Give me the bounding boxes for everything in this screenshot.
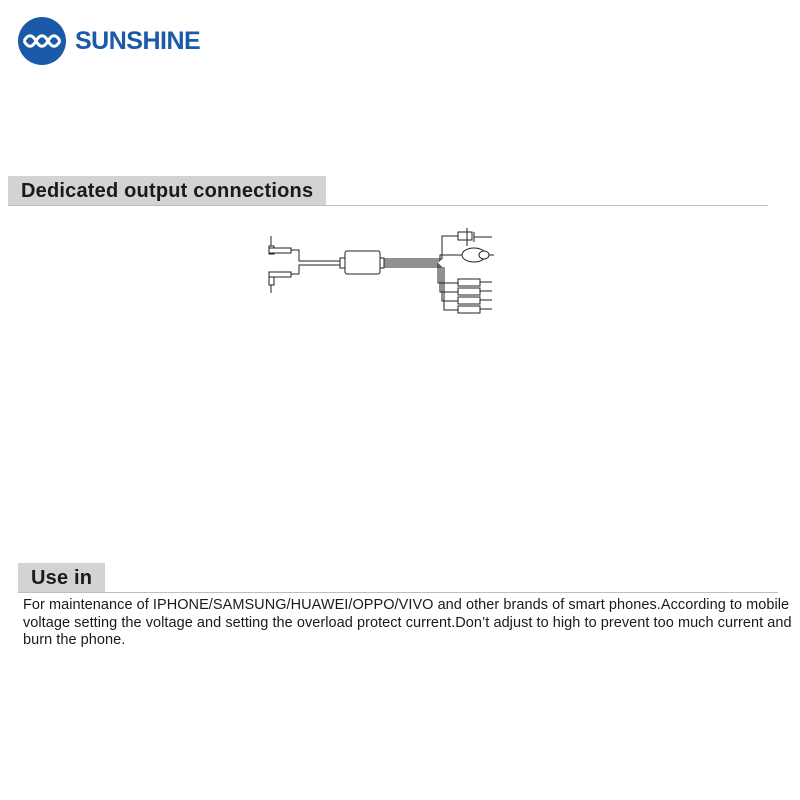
left-connector-top: [269, 236, 342, 261]
section-title: Dedicated output connections: [8, 176, 326, 206]
round-connector: [462, 248, 494, 262]
sunshine-logo-icon: [18, 17, 66, 65]
output-wires: [384, 236, 462, 310]
section-divider: [8, 205, 768, 206]
section-header-output: [8, 176, 768, 206]
section-title: Use in: [18, 563, 105, 593]
junction-block: [340, 251, 384, 274]
brand-logo: [18, 17, 200, 65]
left-connector-bottom: [269, 265, 342, 293]
use-in-description: For maintenance of IPHONE/SAMSUNG/HUAWEI/OPPO/VIVO and other brands of smart phones.According to mobile voltage setting the voltage and setting the overload protect current.Don’t adjust to high to prevent too much current and burn the phone.: [23, 597, 792, 648]
section-header-use-in: [18, 563, 778, 593]
small-plugs: [458, 279, 492, 313]
output-cable-diagram: [262, 228, 502, 320]
section-divider: [18, 592, 778, 593]
brand-name: SUNSHINE: [75, 26, 201, 55]
plug-top: [458, 228, 492, 246]
